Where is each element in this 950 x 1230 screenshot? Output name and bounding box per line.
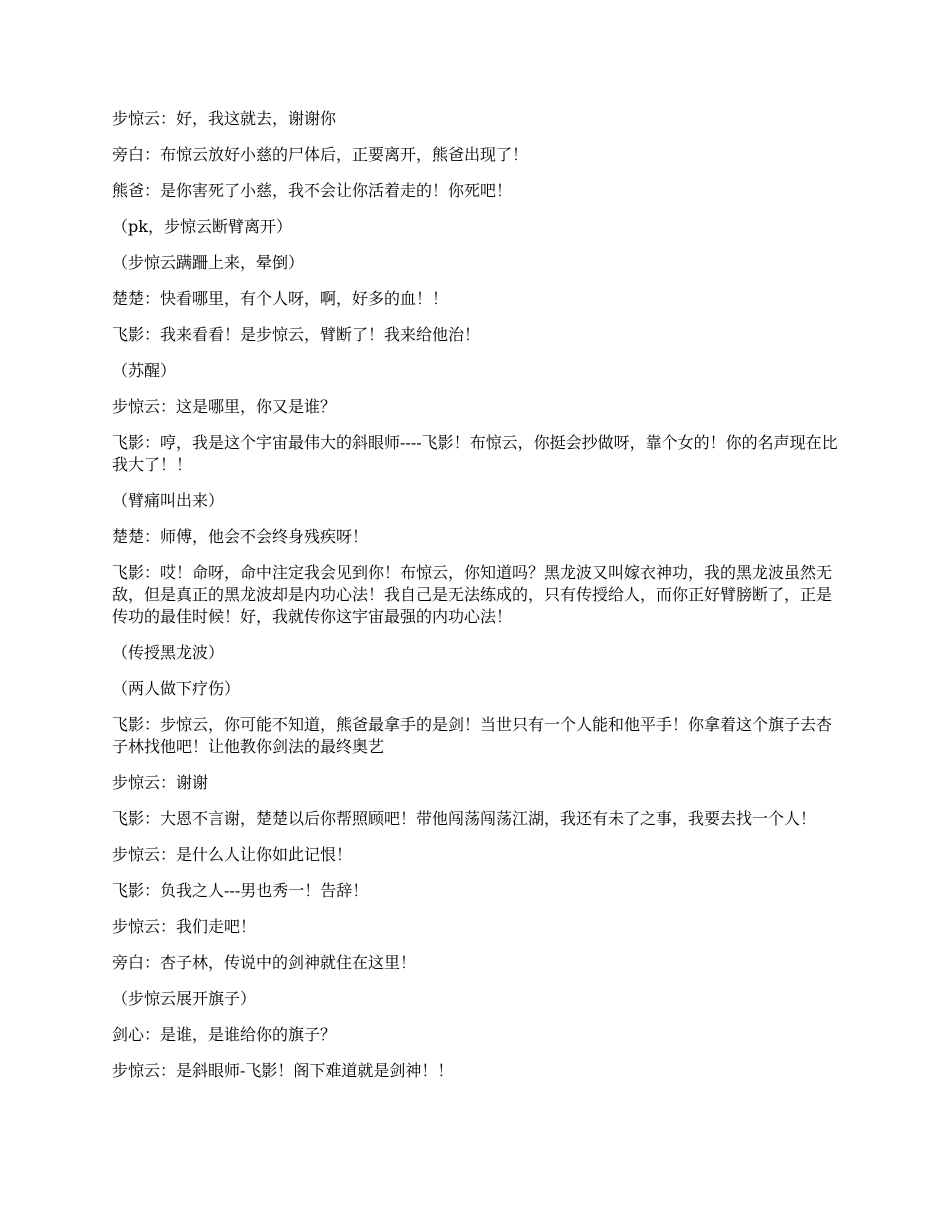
- paragraph: 步惊云：这是哪里，你又是谁？: [112, 397, 337, 416]
- paragraph: （步惊云蹒跚上来，晕倒）: [112, 253, 305, 272]
- paragraph: 步惊云：谢谢: [112, 773, 209, 792]
- paragraph: 楚楚：师傅，他会不会终身残疾呀！: [112, 527, 369, 546]
- paragraph: 步惊云：是斜眼师-飞影！阁下难道就是剑神！！: [112, 1061, 454, 1080]
- paragraph: 熊爸：是你害死了小慈，我不会让你活着走的！你死吧！: [112, 181, 513, 200]
- paragraph: （步惊云展开旗子）: [112, 989, 257, 1008]
- paragraph: 飞影：哼，我是这个宇宙最伟大的斜眼师----飞影！布惊云，你挺会抄做呀，靠个女的！你的名声现在比我大了！！: [112, 433, 838, 474]
- paragraph: 飞影：步惊云，你可能不知道，熊爸最拿手的是剑！当世只有一个人能和他平手！你拿着这个旗子去杏子林找他吧！让他教你剑法的最终奥艺: [112, 715, 833, 756]
- paragraph: （传授黑龙波）: [112, 643, 225, 662]
- paragraph: 飞影：哎！命呀，命中注定我会见到你！布惊云，你知道吗？黑龙波又叫嫁衣神功，我的黑龙波虽然无敌，但是真正的黑龙波却是内功心法！我自己是无法练成的，只有传授给人，而你正好臂膀断了，正是传功的最佳时候！好，我就传你这宇宙最强的内功心法！: [112, 563, 833, 626]
- paragraph: （苏醒）: [112, 361, 177, 380]
- document-page: [112, 108, 842, 1096]
- paragraph: （臂痛叫出来）: [112, 491, 225, 510]
- paragraph: 飞影：大恩不言谢，楚楚以后你帮照顾吧！带他闯荡闯荡江湖，我还有未了之事，我要去找一个人！: [112, 809, 817, 828]
- paragraph: （两人做下疗伤）: [112, 679, 241, 698]
- paragraph: 步惊云：我们走吧！: [112, 917, 257, 936]
- paragraph: 剑心：是谁，是谁给你的旗子？: [112, 1025, 337, 1044]
- paragraph: 旁白：布惊云放好小慈的尸体后，正要离开，熊爸出现了！: [112, 145, 529, 164]
- paragraph: 飞影：我来看看！是步惊云，臂断了！我来给他治！: [112, 325, 481, 344]
- paragraph: 飞影：负我之人---男也秀一！告辞！: [112, 881, 369, 900]
- paragraph: （pk，步惊云断臂离开）: [112, 217, 292, 236]
- paragraph: 步惊云：好，我这就去，谢谢你: [112, 109, 337, 128]
- paragraph: 旁白：杏子林，传说中的剑神就住在这里！: [112, 953, 417, 972]
- paragraph: 楚楚：快看哪里，有个人呀，啊，好多的血！！: [112, 289, 449, 308]
- paragraph: 步惊云：是什么人让你如此记恨！: [112, 845, 353, 864]
